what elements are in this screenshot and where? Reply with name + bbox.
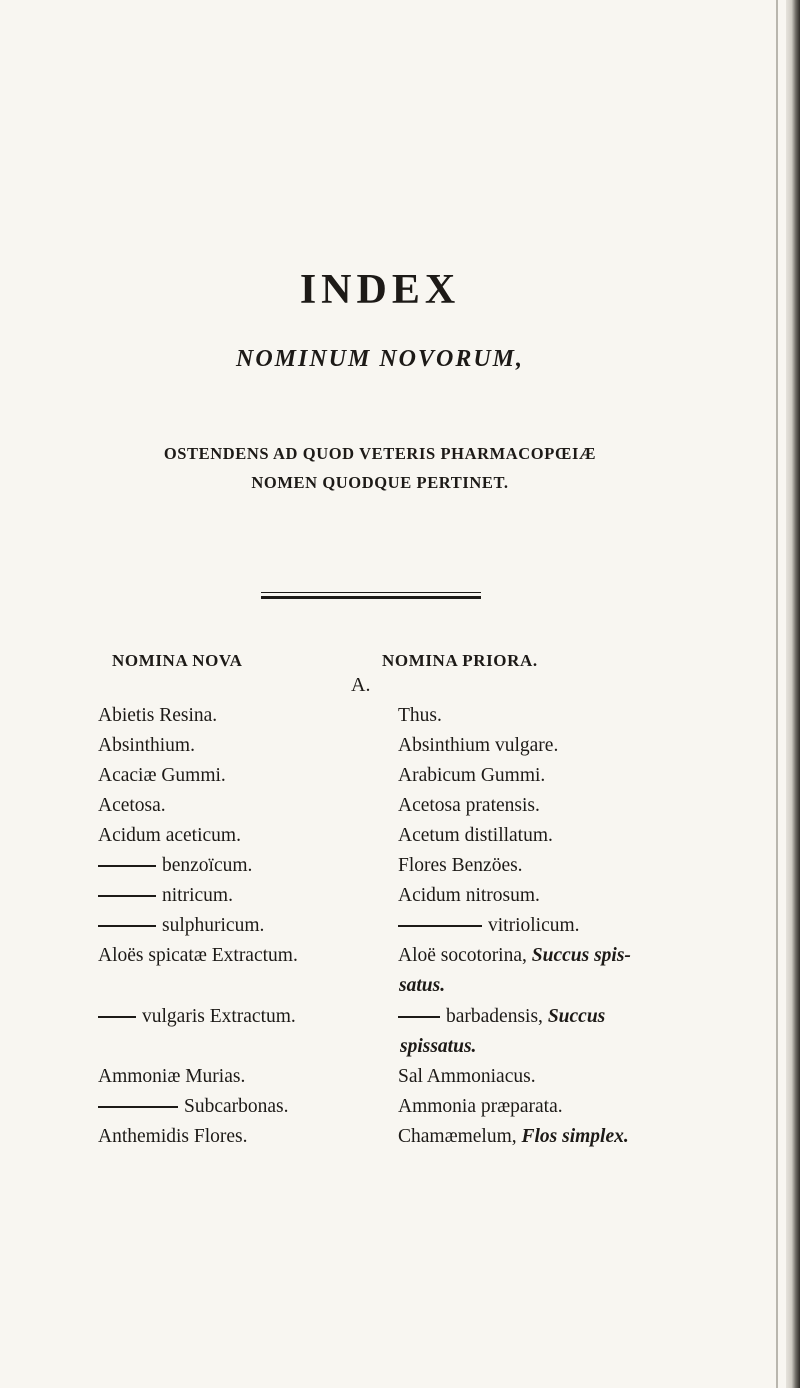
ditto-dash xyxy=(98,1106,178,1108)
old-name: Arabicum Gummi. xyxy=(398,765,546,786)
new-name-continued: benzoïcum. xyxy=(98,851,252,881)
old-name: Flores Benzöes. xyxy=(398,855,523,876)
index-title: INDEX xyxy=(299,267,461,313)
old-name: Acetosa pratensis. xyxy=(398,795,540,816)
new-name: Absinthium. xyxy=(98,735,195,756)
index-row xyxy=(0,941,800,1002)
index-row xyxy=(0,761,800,791)
description-line-1: OSTENDENS AD QUOD VETERIS PHARMACOPŒIÆ xyxy=(163,444,597,463)
page-edge-shadow xyxy=(786,0,800,1388)
new-name: Aloës spicatæ Extractum. xyxy=(98,945,298,966)
old-name-continued: vitriolicum. xyxy=(398,911,580,941)
description-line-2: NOMEN QUODQUE PERTINET. xyxy=(251,473,509,492)
divider-thin xyxy=(261,592,481,593)
new-name: Ammoniæ Murias. xyxy=(98,1066,246,1087)
index-entries xyxy=(0,701,800,1152)
index-row xyxy=(0,1092,800,1122)
index-row xyxy=(0,731,800,761)
index-subtitle: NOMINUM NOVORUM, xyxy=(235,346,525,372)
index-row xyxy=(0,1002,800,1062)
old-name: Ammonia præparata. xyxy=(398,1096,563,1117)
new-name-continued: sulphuricum. xyxy=(98,911,264,941)
ditto-dash xyxy=(98,895,156,897)
new-name: Acidum aceticum. xyxy=(98,825,241,846)
ditto-dash xyxy=(398,1016,440,1018)
ditto-dash xyxy=(98,925,156,927)
ditto-dash xyxy=(98,1016,136,1018)
new-name: Abietis Resina. xyxy=(98,705,218,726)
index-row xyxy=(0,911,800,941)
new-name-continued: vulgaris Extractum. xyxy=(98,1002,296,1032)
new-name: Acetosa. xyxy=(98,795,166,816)
old-name: Acetum distillatum. xyxy=(398,825,553,846)
old-name: Absinthium vulgare. xyxy=(398,735,559,756)
new-name: Acaciæ Gummi. xyxy=(98,765,226,786)
old-name: Thus. xyxy=(398,705,442,726)
new-name-continued: Subcarbonas. xyxy=(98,1092,289,1122)
ditto-dash xyxy=(398,925,482,927)
old-name: Sal Ammoniacus. xyxy=(398,1066,536,1087)
page-edge-line xyxy=(776,0,778,1388)
ditto-dash xyxy=(98,865,156,867)
section-letter: A. xyxy=(351,674,371,696)
column-header-old-names: NOMINA PRIORA. xyxy=(382,651,538,670)
index-row xyxy=(0,791,800,821)
divider-thick xyxy=(261,596,481,599)
index-row xyxy=(0,1122,800,1152)
column-header-new-names: NOMINA NOVA xyxy=(112,651,243,670)
old-name: Aloë socotorina, Succus spis- satus. xyxy=(398,945,631,996)
index-row xyxy=(0,1062,800,1092)
old-name-continued: barbadensis, Succus spissatus. xyxy=(400,1006,606,1057)
old-name: Acidum nitrosum. xyxy=(398,885,540,906)
index-row xyxy=(0,701,800,731)
index-row xyxy=(0,881,800,911)
index-row xyxy=(0,851,800,881)
index-row xyxy=(0,821,800,851)
old-name: Chamæmelum, Flos simplex. xyxy=(398,1126,629,1147)
new-name-continued: nitricum. xyxy=(98,881,233,911)
new-name: Anthemidis Flores. xyxy=(98,1126,248,1147)
